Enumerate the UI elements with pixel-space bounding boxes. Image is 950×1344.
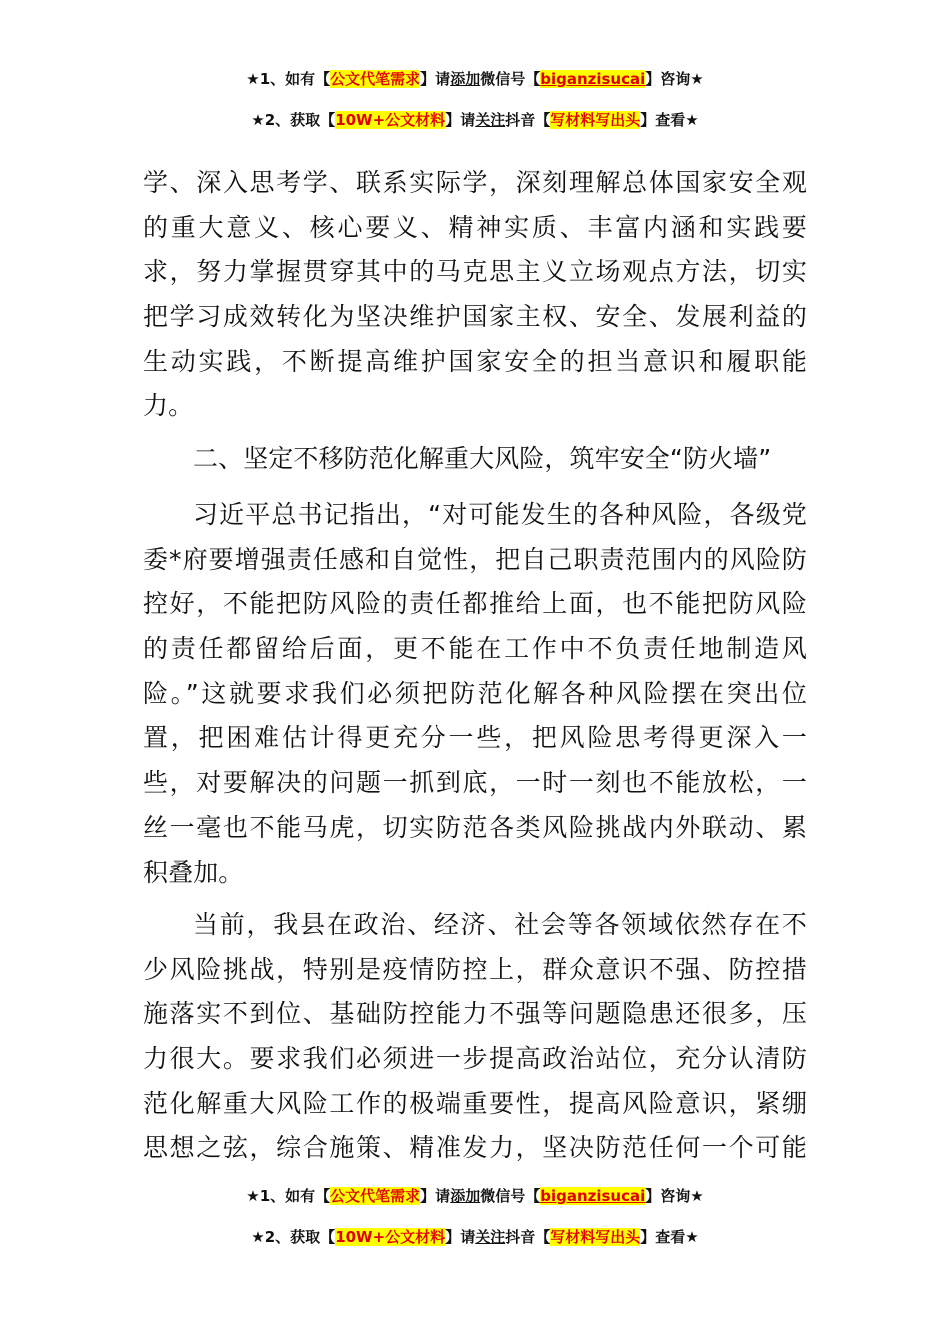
section-heading (143, 437, 807, 482)
banner-mid: 】请 (445, 111, 476, 129)
banner-action: 添加 (450, 1187, 481, 1205)
service-highlight: 公文代笔需求 (330, 1187, 421, 1205)
text-line: 控好，不能把防风险的责任都推给上面，也不能把防风险 (143, 589, 807, 619)
material-highlight: 10W+公文材料 (335, 1228, 446, 1246)
banner-prefix: ★2、获取【 (251, 111, 336, 129)
banner-action: 添加 (450, 70, 481, 88)
banner-mid2: 微信号【 (480, 70, 541, 88)
text-line: 施落实不到位、基础防控能力不强等问题隐患还很多，压 (143, 999, 807, 1029)
banner-prefix: ★1、如有【 (246, 70, 331, 88)
text-line: 少风险挑战，特别是疫情防控上，群众意识不强、防控措 (143, 954, 807, 984)
text-line: 的责任都留给后面，更不能在工作中不负责任地制造风 (143, 634, 807, 664)
top-banner-line-2 (0, 109, 950, 131)
banner-suffix: 】咨询★ (645, 70, 704, 88)
banner-suffix: 】查看★ (640, 1228, 699, 1246)
banner-mid: 】请 (420, 1187, 451, 1205)
bottom-banner-line-2 (0, 1226, 950, 1248)
wechat-id-link[interactable]: biganzisucai (540, 70, 646, 88)
banner-mid: 】请 (445, 1228, 476, 1246)
text-line: 的重大意义、核心要义、精神实质、丰富内涵和实践要 (143, 212, 807, 242)
paragraph-quote (143, 493, 807, 895)
wechat-id-link[interactable]: biganzisucai (540, 1187, 646, 1205)
text-line: 丝一毫也不能马虎，切实防范各类风险挑战内外联动、累 (143, 812, 807, 842)
text-line: 委*府要增强责任感和自觉性，把自己职责范围内的风险防 (143, 544, 807, 574)
text-line: 把学习成效转化为坚决维护国家主权、安全、发展利益的 (143, 302, 807, 332)
text-line: 习近平总书记指出，“对可能发生的各种风险，各级党 (193, 500, 807, 529)
banner-suffix: 】咨询★ (645, 1187, 704, 1205)
material-highlight: 10W+公文材料 (335, 111, 446, 129)
service-highlight: 公文代笔需求 (330, 70, 421, 88)
text-line: 积叠加。 (143, 857, 244, 887)
text-line: 些，对要解决的问题一抓到底，一时一刻也不能放松，一 (143, 768, 807, 798)
banner-mid2: 抖音【 (505, 111, 551, 129)
banner-mid: 】请 (420, 70, 451, 88)
text-line: 置，把困难估计得更充分一些，把风险思考得更深入一 (143, 723, 807, 753)
text-line: 当前，我县在政治、经济、社会等各领域依然存在不 (193, 910, 807, 939)
text-line: 学、深入思考学、联系实际学，深刻理解总体国家安全观 (143, 168, 807, 197)
text-line: 力。 (143, 391, 194, 421)
banner-mid2: 抖音【 (505, 1228, 551, 1246)
text-line: 生动实践，不断提高维护国家安全的担当意识和履职能 (143, 346, 807, 376)
banner-prefix: ★1、如有【 (246, 1187, 331, 1205)
banner-mid2: 微信号【 (480, 1187, 541, 1205)
banner-prefix: ★2、获取【 (251, 1228, 336, 1246)
text-line: 思想之弦，综合施策、精准发力，坚决防范任何一个可能 (143, 1133, 807, 1163)
banner-suffix: 】查看★ (640, 111, 699, 129)
heading-text: 二、坚定不移防范化解重大风险，筑牢安全“防火墙” (193, 444, 772, 473)
douyin-account-highlight[interactable]: 写材料写出头 (550, 1228, 641, 1246)
paragraph-continuation (143, 161, 807, 429)
paragraph-current-situation (143, 903, 807, 1171)
bottom-banner-line-1 (0, 1185, 950, 1207)
text-line: 范化解重大风险工作的极端重要性，提高风险意识，紧绷 (143, 1088, 807, 1118)
banner-action: 关注 (475, 1228, 506, 1246)
top-banner-line-1 (0, 68, 950, 90)
douyin-account-highlight[interactable]: 写材料写出头 (550, 111, 641, 129)
text-line: 力很大。要求我们必须进一步提高政治站位，充分认清防 (143, 1044, 807, 1074)
text-line: 险。”这就要求我们必须把防范化解各种风险摆在突出位 (143, 678, 807, 708)
banner-action: 关注 (475, 111, 506, 129)
text-line: 求，努力掌握贯穿其中的马克思主义立场观点方法，切实 (143, 257, 807, 287)
